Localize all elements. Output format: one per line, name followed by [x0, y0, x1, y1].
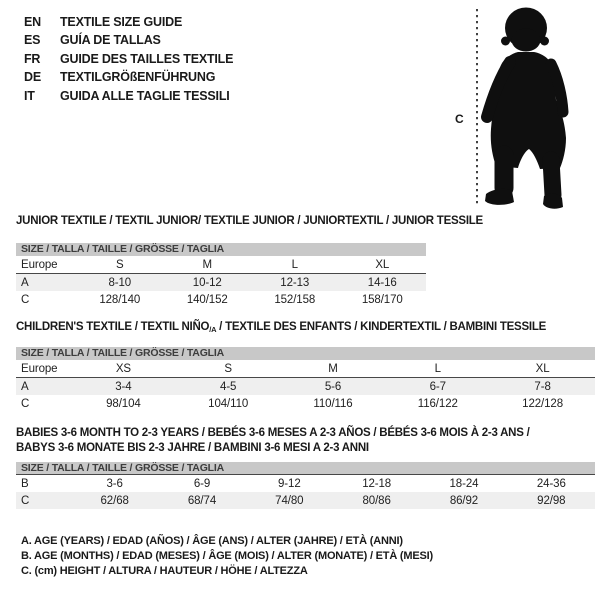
language-row [24, 31, 233, 49]
babies-height-row [16, 492, 595, 509]
size-col-header: M [281, 360, 386, 378]
row-label: C [21, 293, 30, 306]
footnote-a: A. AGE (YEARS) / EDAD (AÑOS) / ÂGE (ANS) / ALTER (JAHRE) / ETÀ (ANNI) [21, 535, 403, 547]
age-value: 3-6 [106, 477, 123, 490]
children-title-subscript: /A [209, 325, 217, 334]
children-table-title [16, 321, 595, 336]
babies-table-title-line1: BABIES 3-6 MONTH TO 2-3 YEARS / BEBÉS 3-6 MESES A 2-3 AÑOS / BÉBÉS 3-6 MOIS À 2-3 ANS / [16, 427, 530, 439]
height-value: 80/86 [362, 494, 391, 507]
age-value: 7-8 [534, 380, 551, 393]
footnote-c: C. (cm) HEIGHT / ALTURA / HAUTEUR / HÖHE / ALTEZZA [21, 565, 308, 578]
language-code: FR [24, 51, 41, 66]
language-code: DE [24, 70, 41, 85]
children-title-part: / TEXTILE DES ENFANTS / KINDERTEXTIL / BAMBINI TESSILE [216, 321, 547, 333]
height-value: 116/122 [417, 397, 458, 410]
junior-table-title: JUNIOR TEXTILE / TEXTIL JUNIOR/ TEXTILE JUNIOR / JUNIORTEXTIL / JUNIOR TESSILE [16, 215, 483, 227]
age-value: 14-16 [367, 276, 397, 289]
language-title: GUÍA DE TALLAS [60, 33, 161, 48]
region-label: Europe [16, 360, 71, 378]
region-label: Europe [16, 256, 76, 274]
language-title: GUIDE DES TAILLES TEXTILE [60, 51, 234, 66]
baby-height-figure [440, 0, 600, 215]
height-value: 110/116 [313, 397, 353, 410]
size-col-header: XL [490, 360, 595, 378]
age-value: 18-24 [449, 477, 479, 490]
junior-age-row [16, 274, 426, 292]
babies-table-title-line2: BABYS 3-6 MONATE BIS 2-3 JAHRE / BAMBINI 3-6 MESI A 2-3 ANNI [16, 442, 369, 454]
size-col-header: M [164, 256, 252, 274]
row-label: A [21, 276, 29, 289]
children-size-table [16, 360, 595, 412]
height-value: 104/110 [208, 397, 249, 410]
height-value: 92/98 [537, 494, 566, 507]
babies-size-table [16, 475, 595, 509]
language-title-list [24, 13, 233, 105]
row-label: C [21, 397, 30, 410]
children-size-band: SIZE / TALLA / TAILLE / GRÖSSE / TAGLIA [16, 347, 595, 360]
junior-height-row [16, 291, 426, 308]
size-col-header: L [385, 360, 490, 378]
language-title: GUIDA ALLE TAGLIE TESSILI [60, 88, 230, 103]
height-value: 98/104 [106, 397, 141, 410]
language-row [24, 68, 233, 86]
legend-footnotes [21, 534, 433, 580]
height-dimension-label: C [455, 112, 464, 126]
age-value: 4-5 [220, 380, 237, 393]
babies-table-section [16, 426, 595, 509]
children-title-part: CHILDREN'S TEXTILE / TEXTIL NIÑO [16, 321, 210, 333]
age-value: 12-13 [280, 276, 310, 289]
babies-size-band: SIZE / TALLA / TAILLE / GRÖSSE / TAGLIA [16, 462, 595, 475]
junior-size-table [16, 256, 426, 308]
size-col-header: XS [71, 360, 176, 378]
size-col-header: XL [339, 256, 427, 274]
age-value: 3-4 [115, 380, 132, 393]
language-row [24, 13, 233, 31]
age-value: 12-18 [362, 477, 392, 490]
height-value: 158/170 [361, 293, 403, 306]
height-value: 122/128 [522, 397, 564, 410]
children-height-row [16, 395, 595, 412]
language-row [24, 87, 233, 105]
height-value: 86/92 [449, 494, 479, 507]
age-value: 5-6 [324, 380, 342, 393]
footnote-b: B. AGE (MONTHS) / EDAD (MESES) / ÂGE (MOIS) / ALTER (MONATE) / ETÀ (MESI) [21, 550, 433, 563]
language-row [24, 50, 233, 68]
age-value: 6-7 [429, 380, 446, 393]
language-title: TEXTILE SIZE GUIDE [60, 15, 183, 29]
children-age-row [16, 378, 595, 396]
language-title: TEXTILGRÖßENFÜHRUNG [60, 70, 216, 85]
size-col-header: S [176, 360, 281, 378]
age-value: 10-12 [192, 276, 222, 289]
babies-age-row [16, 475, 595, 492]
row-label: B [21, 477, 29, 490]
language-code: IT [24, 88, 35, 103]
height-value: 74/80 [275, 494, 304, 507]
children-table-section [16, 321, 595, 412]
size-col-header: L [251, 256, 339, 274]
row-label: C [21, 494, 30, 507]
age-value: 24-36 [536, 477, 566, 490]
height-value: 68/74 [187, 494, 217, 507]
junior-size-band: SIZE / TALLA / TAILLE / GRÖSSE / TAGLIA [16, 243, 426, 256]
row-label: A [21, 380, 29, 393]
baby-silhouette [485, 8, 566, 209]
age-value: 8-10 [108, 276, 132, 289]
age-value: 6-9 [193, 477, 211, 490]
language-code: ES [24, 33, 41, 48]
age-value: 9-12 [278, 477, 301, 490]
height-value: 128/140 [99, 293, 141, 306]
children-sizes-header-row [16, 360, 595, 378]
junior-sizes-header-row [16, 256, 426, 274]
height-value: 140/152 [186, 293, 228, 306]
height-value: 152/158 [274, 293, 316, 306]
height-value: 62/68 [100, 494, 129, 507]
size-col-header: S [76, 256, 164, 274]
junior-table-section [16, 215, 483, 308]
language-code: EN [24, 15, 41, 29]
